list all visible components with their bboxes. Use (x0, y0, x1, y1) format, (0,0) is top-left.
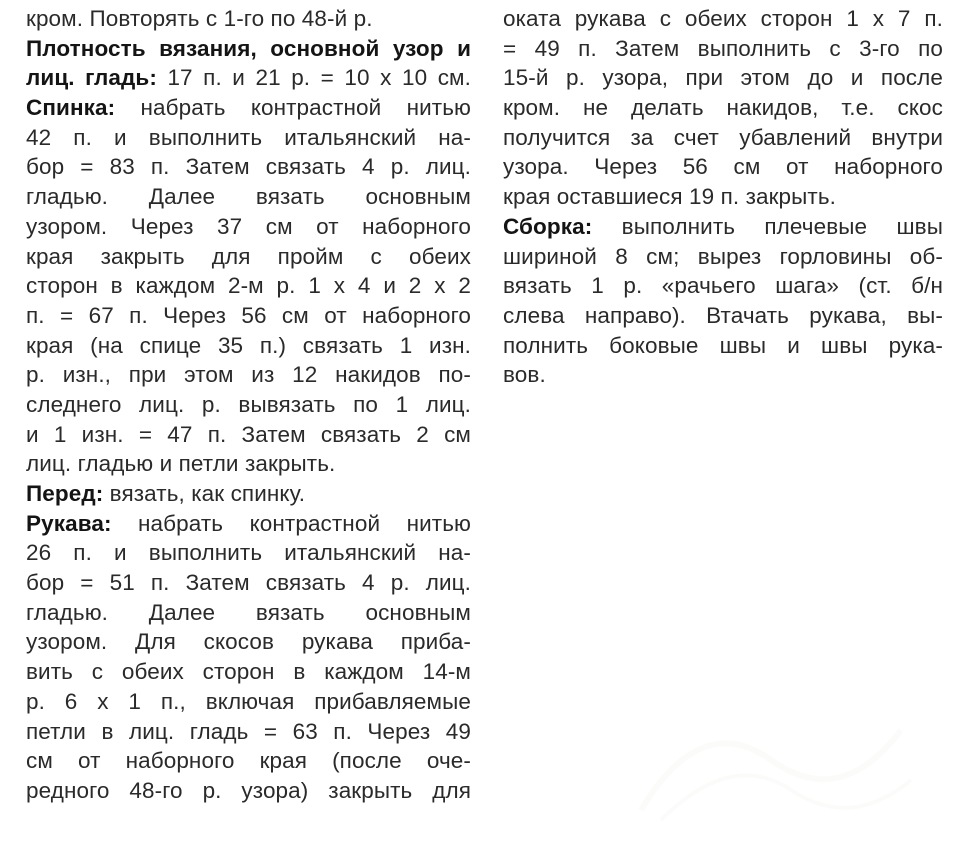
text-run: выполнить плечевые швы (592, 213, 943, 239)
text-run: шириной 8 см; вырез горловины об- (503, 243, 943, 269)
text-run: бор = 51 п. Затем связать 4 р. лиц. (26, 570, 471, 596)
text-line (503, 301, 943, 331)
text-run: кром. не делать накидов, т.е. скос (503, 95, 943, 121)
text-line (26, 360, 471, 390)
text-line (26, 4, 471, 34)
text-run: слева направо). Втачать рукава, вы- (503, 302, 943, 328)
text-line (503, 63, 943, 93)
text-run: = 49 п. Затем выполнить с 3-го по (503, 35, 943, 61)
text-line (26, 301, 471, 331)
faint-background-ornament (621, 690, 921, 830)
text-line (503, 360, 943, 390)
text-run: лиц. гладью и петли закрыть. (26, 451, 336, 477)
text-line (26, 568, 471, 598)
text-line (26, 34, 471, 64)
text-line (26, 627, 471, 657)
section-heading: Плотность вязания, основной узор и (26, 35, 471, 61)
text-run: края (на спице 35 п.) связать 1 изн. (26, 332, 471, 358)
text-run: набрать контрастной нитью (115, 95, 471, 121)
text-run: кром. Повторять с 1-го по 48-й р. (26, 6, 373, 31)
text-line (26, 538, 471, 568)
text-line (26, 123, 471, 153)
text-run: 17 п. и 21 р. = 10 х 10 см. (156, 65, 471, 91)
text-run: вов. (503, 362, 546, 388)
text-run: редного 48-го р. узора) закрыть для (26, 777, 471, 803)
section-heading: Сборка: (503, 213, 593, 239)
section-heading: лиц. гладь: (26, 65, 157, 91)
text-line (503, 123, 943, 153)
text-run: гладью. Далее вязать основным (26, 184, 471, 210)
text-line (503, 93, 943, 123)
text-line (26, 657, 471, 687)
text-line (503, 182, 943, 212)
text-run: оката рукава с обеих сторон 1 х 7 п. (503, 6, 943, 31)
text-line (26, 390, 471, 420)
left-text-column (26, 4, 471, 806)
text-run: 26 п. и выполнить итальянский на- (26, 540, 471, 566)
text-line (503, 271, 943, 301)
right-text-column (503, 4, 943, 390)
text-run: узором. Для скосов рукава приба- (26, 629, 471, 655)
text-line (26, 717, 471, 747)
text-line (26, 449, 471, 479)
text-run: узором. Через 37 см от наборного (26, 213, 471, 239)
text-run: см от наборного края (после оче- (26, 748, 471, 774)
text-line (26, 242, 471, 272)
text-line (26, 152, 471, 182)
text-line (503, 152, 943, 182)
text-run: сторон в каждом 2-м р. 1 х 4 и 2 х 2 (26, 273, 471, 299)
text-line (26, 509, 471, 539)
text-run: полнить боковые швы и швы рука- (503, 332, 943, 358)
text-line (26, 212, 471, 242)
text-line (26, 93, 471, 123)
section-heading: Рукава: (26, 510, 112, 536)
text-run: р. изн., при этом из 12 накидов по- (26, 362, 471, 388)
text-run: петли в лиц. гладь = 63 п. Через 49 (26, 718, 471, 744)
text-line (26, 746, 471, 776)
text-line (26, 687, 471, 717)
text-line (503, 34, 943, 64)
text-run: 15-й р. узора, при этом до и после (503, 65, 943, 91)
text-run: вязать, как спинку. (103, 481, 306, 506)
text-run: п. = 67 п. Через 56 см от наборного (26, 302, 471, 328)
text-run: края закрыть для пройм с обеих (26, 243, 471, 269)
text-run: набрать контрастной нитью (111, 510, 471, 536)
text-line (503, 242, 943, 272)
text-line (26, 598, 471, 628)
text-line (26, 182, 471, 212)
text-run: 42 п. и выполнить итальянский на- (26, 124, 471, 150)
text-run: получится за счет убавлений внутри (503, 124, 943, 150)
text-line (503, 212, 943, 242)
text-run: и 1 изн. = 47 п. Затем связать 2 см (26, 421, 471, 447)
text-line (26, 331, 471, 361)
text-run: гладью. Далее вязать основным (26, 599, 471, 625)
text-line (26, 479, 471, 509)
text-run: следнего лиц. р. вывязать по 1 лиц. (26, 391, 471, 417)
text-run: вить с обеих сторон в каждом 14-м (26, 659, 471, 685)
section-heading: Перед: (26, 481, 104, 506)
text-line (26, 271, 471, 301)
text-line (26, 420, 471, 450)
text-line (503, 331, 943, 361)
text-run: бор = 83 п. Затем связать 4 р. лиц. (26, 154, 471, 180)
text-line (26, 776, 471, 806)
text-run: края оставшиеся 19 п. закрыть. (503, 184, 837, 210)
section-heading: Спинка: (26, 95, 116, 121)
text-line (26, 63, 471, 93)
text-run: узора. Через 56 см от наборного (503, 154, 943, 180)
text-run: вязать 1 р. «рачьего шага» (ст. б/н (503, 273, 943, 299)
text-run: р. 6 х 1 п., включая прибавляемые (26, 688, 471, 714)
text-line (503, 4, 943, 34)
